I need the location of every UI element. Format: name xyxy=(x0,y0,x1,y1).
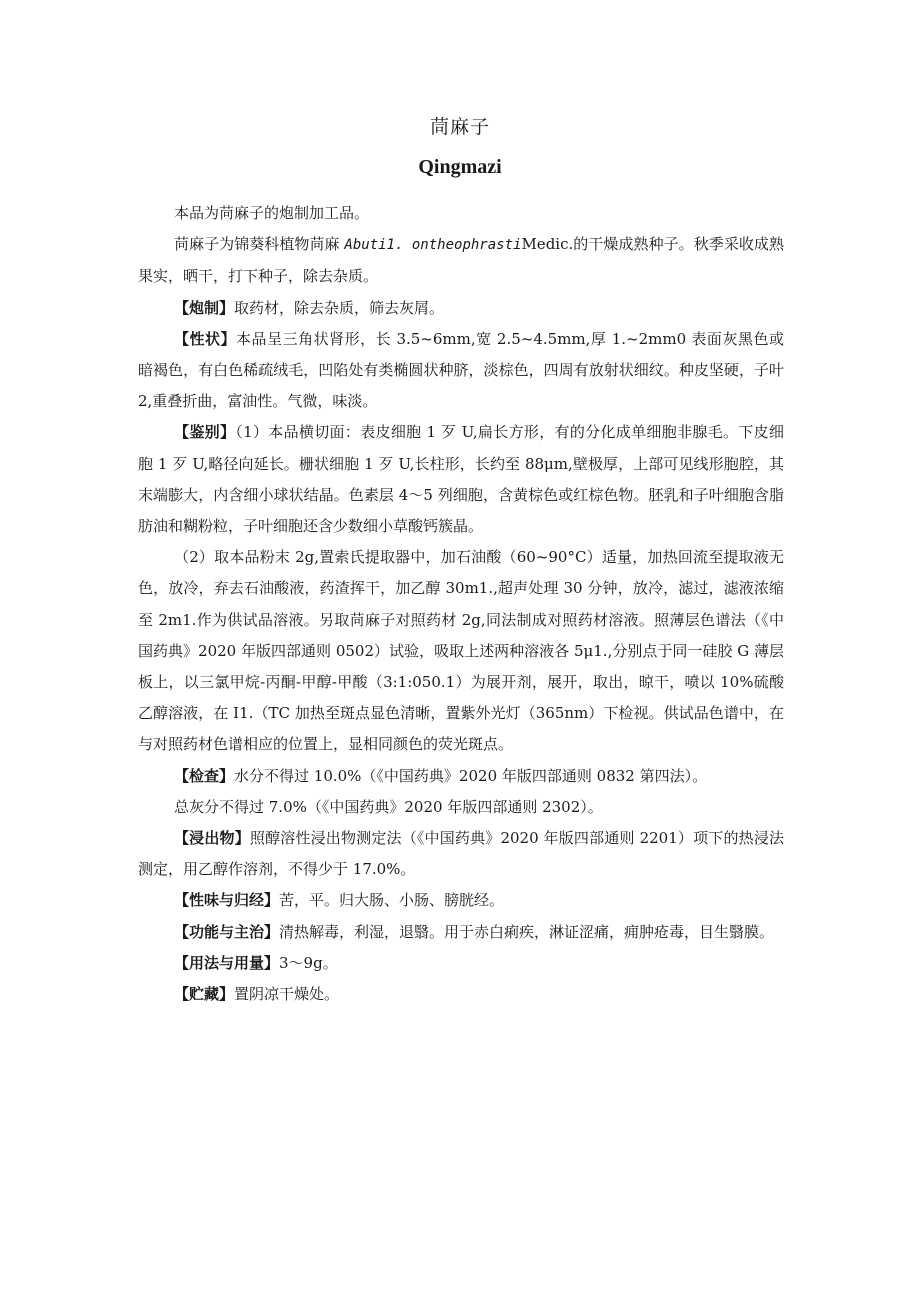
properties-text: 本品呈三角状肾形，长 3.5~6mm,宽 2.5~4.5mm,厚 1.~2mm0 表面灰黑色或暗褐色，有白色稀疏绒毛，凹陷处有类椭圆状种脐，淡棕色，四周有放射状细纹。种皮坚硬，子叶 2,重叠折曲，富油性。气微，味淡。 xyxy=(138,329,784,411)
check-section xyxy=(138,761,784,792)
identification-section xyxy=(138,417,784,542)
storage-heading: 【贮藏】 xyxy=(174,985,235,1004)
function-heading: 【功能与主治】 xyxy=(174,922,280,941)
origin-text-a: 苘麻子为锦葵科植物苘麻 xyxy=(174,235,345,254)
properties-section xyxy=(138,324,784,418)
storage-section xyxy=(138,979,784,1010)
usage-heading: 【用法与用量】 xyxy=(174,953,280,972)
document-body xyxy=(138,198,784,1010)
extract-text: 照醇溶性浸出物测定法（《中国药典》2020 年版四部通则 2201）项下的热浸法测定，用乙醇作溶剂，不得少于 17.0%。 xyxy=(138,829,784,879)
usage-section xyxy=(138,948,784,979)
usage-text: 3～9g。 xyxy=(279,953,338,972)
processing-section xyxy=(138,293,784,324)
processing-heading: 【炮制】 xyxy=(174,298,235,317)
title-pinyin: Qingmazi xyxy=(418,156,502,178)
identification-heading: 【鉴别】 xyxy=(174,423,236,442)
latin-name: Abuti1. ontheophrasti xyxy=(344,237,522,254)
origin-paragraph xyxy=(138,229,784,292)
extract-section xyxy=(138,823,784,885)
processing-text: 取药材，除去杂质，筛去灰屑。 xyxy=(234,298,445,317)
check-text-1: 水分不得过 10.0%（《中国药典》2020 年版四部通则 0832 第四法）。 xyxy=(234,766,708,785)
title-chinese: 茼麻子 xyxy=(429,116,490,138)
nature-heading: 【性味与归经】 xyxy=(174,891,280,910)
intro-paragraph: 本品为苘麻子的炮制加工品。 xyxy=(174,204,370,222)
properties-heading: 【性状】 xyxy=(174,329,237,348)
identification-text-1: （1）本品横切面：表皮细胞 1 歹 U,扁长方形，有的分化成单细胞非腺毛。下皮细胞 1 歹 U,略径向延长。栅状细胞 1 歹 U,长柱形，长约至 88μm,壁极厚，上部可见线形胞腔，其末端膨大，内含细小球状结晶。色素层 4～5 列细胞，含黄棕色或红棕色物。胚乳和子叶细胞含脂肪油和糊粉粒，子叶细胞还含少数细小草酸钙簇晶。 xyxy=(138,423,784,536)
function-section xyxy=(138,917,784,948)
function-text: 清热解毒，利湿，退翳。用于赤白痢疾，淋证涩痛，痈肿疮毒，目生翳膜。 xyxy=(279,922,775,941)
check-paragraph-2: 总灰分不得过 7.0%（《中国药典》2020 年版四部通则 2302）。 xyxy=(174,797,603,816)
nature-text: 苦，平。归大肠、小肠、膀胱经。 xyxy=(279,891,505,910)
identification-paragraph-2: （2）取本品粉末 2g,置索氏提取器中，加石油酸（60~90°C）适量，加热回流至提取液无色，放冷，弃去石油酸液，药渣挥干，加乙醇 30m1.,超声处理 30 分钟，放冷，滤过，滤液浓缩至 2m1.作为供试品溶液。另取苘麻子对照药材 2g,同法制成对照药材溶液。照薄层色谱法（《中国药典》2020 年版四部通则 0502）试验，吸取上述两种溶液各 5μ1.,分别点于同一硅胶 G 薄层板上，以三氯甲烷-丙酮-甲醇-甲酸（3:1:050.1）为展开剂，展开，取出，晾干，喷以 10%硫酸乙醇溶液，在 I1.（TC 加热至斑点显色清晰，置紫外光灯（365nm）下检视。供试品色谱中，在与对照药材色谱相应的位置上，显相同颜色的荧光斑点。 xyxy=(138,548,784,754)
extract-heading: 【浸出物】 xyxy=(174,829,250,848)
origin-text-b: Medic.的干燥成熟种子。秋季采收成熟果实，晒干，打下种子，除去杂质。 xyxy=(138,235,784,286)
nature-section xyxy=(138,885,784,916)
storage-text: 置阴凉干燥处。 xyxy=(234,985,340,1004)
check-heading: 【检查】 xyxy=(174,766,235,785)
